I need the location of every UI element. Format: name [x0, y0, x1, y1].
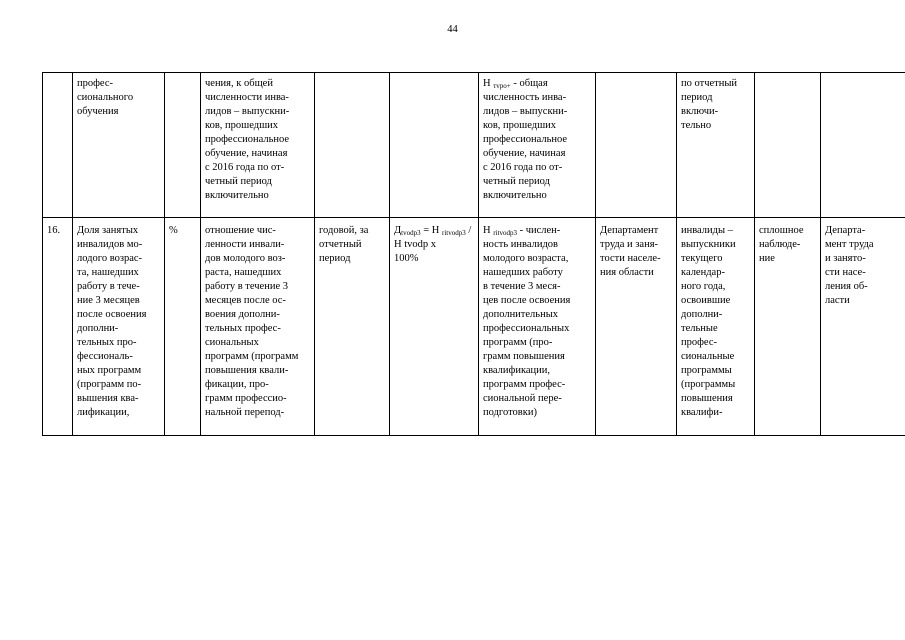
table-row-continuation — [43, 73, 905, 218]
definition-cell: чения, к общей численности инва- лидов – выпускни- ков, прошедших профессиональное обучение, начиная с 2016 года по от- четный период включительно — [201, 73, 315, 218]
formula-tail: / Н tvodp х 100% — [394, 225, 472, 264]
formula-mid: = Н — [420, 225, 443, 236]
unit-cell — [165, 73, 201, 218]
indicator-name-cell: Доля занятых инвалидов мо- лодого возрас- та, нашедших работу в тече- ние 3 месяцев после освоения дополни- тельных про- фессиональ- ных программ (программ по- вышения ква- лификации, — [73, 218, 165, 436]
indicator-symbol: Н — [483, 78, 494, 89]
formula-cell — [390, 218, 479, 436]
basic-indicators-cell — [479, 218, 596, 436]
population-cell: инвалиды – выпускники текущего календар- ного года, освоившие дополни- тельные профес- сиональные программы (программы повышения квалифи- — [677, 218, 755, 436]
formula-sub-2: ritvodp3 — [442, 229, 466, 237]
indicator-symbol-sub: тvpo+ — [493, 82, 511, 90]
periodicity-cell: годовой, за отчетный период — [315, 218, 390, 436]
indicator-description: - общая численность инва- лидов – выпускни- ков, прошедших профессиональное обучение, начиная с 2016 года по от- четный период включительно — [483, 78, 568, 201]
basic-indicators-cell — [479, 73, 596, 218]
row-number-cell: 16. — [43, 218, 73, 436]
definition-cell: отношение чис- ленности инвали- дов молодого воз- раста, нашедших работу в течение 3 месяцев после ос- воения дополни- тельных профес- сиональных программ (программ повышения квали- фикации, про- грамм профессио- нальной перепод- — [201, 218, 315, 436]
table-row-16 — [43, 218, 905, 436]
unit-cell: % — [165, 218, 201, 436]
collector-cell: Департа- мент труда и занято- сти насе- ления об- ласти — [821, 218, 905, 436]
formula-cell — [390, 73, 479, 218]
indicator-description: - числен- ность инвалидов молодого возраста, нашедших работу в течение 3 меся- цев после освоения дополнительных профессиональных программ (про- грамм повышения квалификации, программ профес- сиональной пере- подготовки) — [483, 225, 571, 418]
method-cell: сплошное наблюде- ние — [755, 218, 821, 436]
responsible-cell — [596, 73, 677, 218]
method-cell — [755, 73, 821, 218]
indicator-symbol: Н — [483, 225, 494, 236]
row-number-cell — [43, 73, 73, 218]
responsible-cell: Департамент труда и заня- тости населе- ния области — [596, 218, 677, 436]
indicator-symbol-sub: ritvodp3 — [493, 229, 517, 237]
population-cell: по отчетный период включи- тельно — [677, 73, 755, 218]
periodicity-cell — [315, 73, 390, 218]
indicator-name-cell: профес- сионального обучения — [73, 73, 165, 218]
collector-cell — [821, 73, 905, 218]
formula-text: Д — [394, 225, 402, 236]
formula-sub-1: tvodp3 — [401, 229, 421, 237]
indicators-table — [42, 72, 905, 436]
page-number: 44 — [447, 24, 458, 35]
